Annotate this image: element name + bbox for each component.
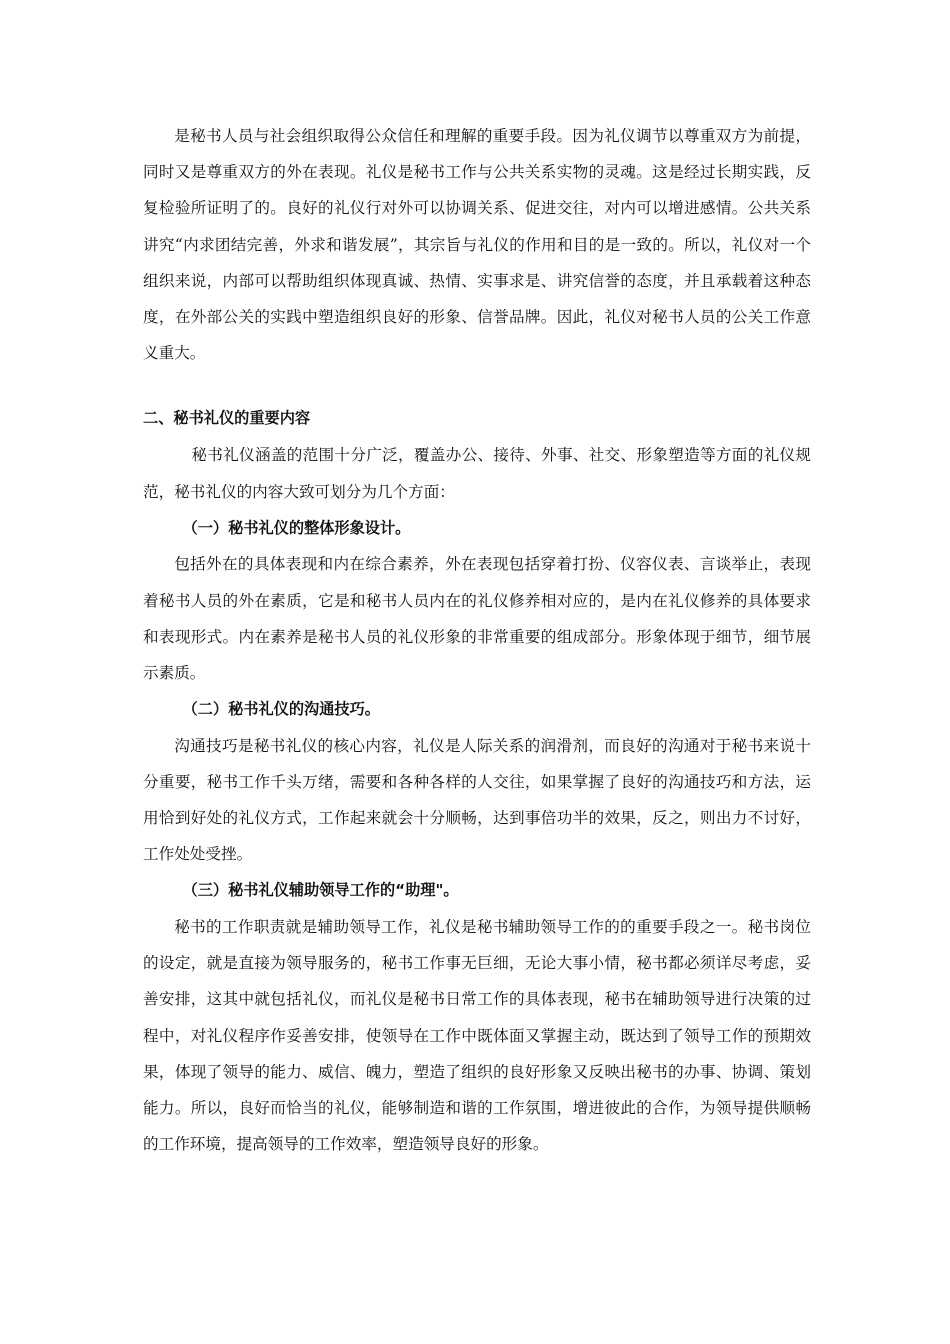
subsection-body-1: 包括外在的具体表现和内在综合素养，外在表现包括穿着打扮、仪容仪表、言谈举止，表现着秘书人员的外在素质，它是和秘书人员内在的礼仪修养相对应的，是内在礼仪修养的具体要求和表现形式。内在素养是秘书人员的礼仪形象的非常重要的组成部分。形象体现于细节，细节展示素质。 [143, 555, 811, 682]
subsection-body-2: 沟通技巧是秘书礼仪的核心内容，礼仪是人际关系的润滑剂，而良好的沟通对于秘书来说十分重要，秘书工作千头万绪，需要和各种各样的人交往，如果掌握了良好的沟通技巧和方法，运用恰到好处的礼仪方式，工作起来就会十分顺畅，达到事倍功半的效果，反之，则出力不讨好，工作处处受挫。 [143, 736, 811, 864]
intro-paragraph: 是秘书人员与社会组织取得公众信任和理解的重要手段。因为礼仪调节以尊重双方为前提，同时又是尊重双方的外在表现。礼仪是秘书工作与公共关系实物的灵魂。这是经过长期实践，反复检验所证明了的。良好的礼仪行对外可以协调关系、促进交往，对内可以增进感情。公共关系讲究“内求团结完善，外求和谐发展”，其宗旨与礼仪的作用和目的是一致的。所以，礼仪对一个组织来说，内部可以帮助组织体现真诚、热情、实事求是、讲究信誉的态度，并且承载着这种态度，在外部公关的实践中塑造组织良好的形象、信誉品牌。因此，礼仪对秘书人员的公关工作意义重大。 [143, 127, 811, 363]
subsection-heading-2: （二）秘书礼仪的沟通技巧。 [182, 700, 380, 719]
subsection-heading-3: （三）秘书礼仪辅助领导工作的“助理"。 [182, 881, 459, 900]
document-body [143, 118, 811, 1162]
section-heading: 二、秘书礼仪的重要内容 [143, 409, 311, 428]
section-intro-paragraph: 秘书礼仪涵盖的范围十分广泛，覆盖办公、接待、外事、社交、形象塑造等方面的礼仪规范，秘书礼仪的内容大致可划分为几个方面： [143, 446, 811, 501]
subsection-heading-1: （一）秘书礼仪的整体形象设计。 [182, 518, 411, 537]
subsection-body-3: 秘书的工作职责就是辅助领导工作，礼仪是秘书辅助领导工作的的重要手段之一。秘书岗位的设定，就是直接为领导服务的，秘书工作事无巨细，无论大事小情，秘书都必须详尽考虑，妥善安排，这其中就包括礼仪，而礼仪是秘书日常工作的具体表现，秘书在辅助领导进行决策的过程中，对礼仪程序作妥善安排，使领导在工作中既体面又掌握主动，既达到了领导工作的预期效果，体现了领导的能力、威信、魄力，塑造了组织的良好形象又反映出秘书的办事、协调、策划能力。所以，良好而恰当的礼仪，能够制造和谐的工作氛围，增进彼此的合作，为领导提供顺畅的工作环境，提高领导的工作效率，塑造领导良好的形象。 [143, 917, 811, 1154]
